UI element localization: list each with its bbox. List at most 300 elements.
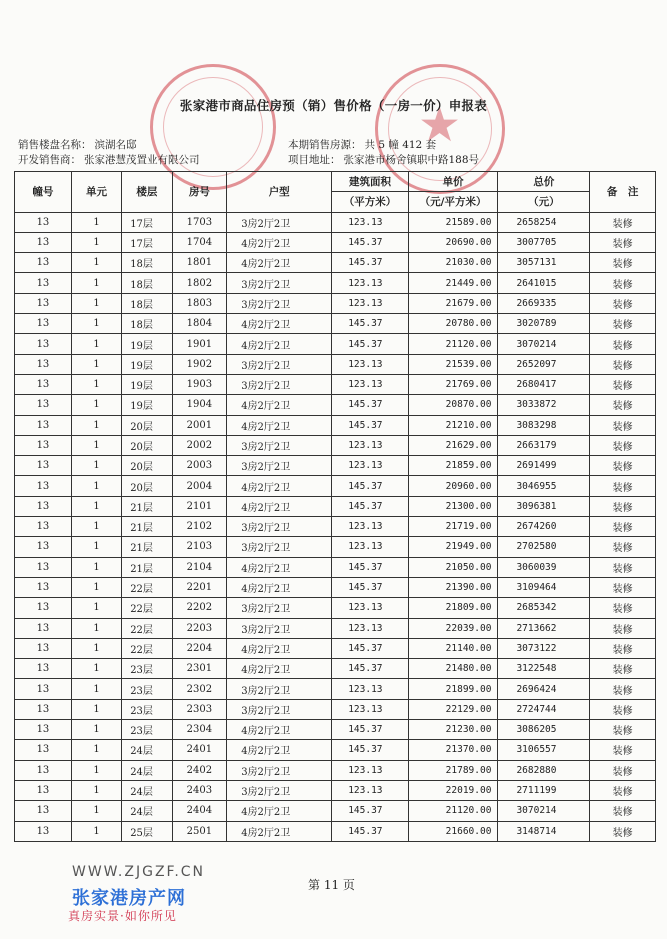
developer-label: 开发销售商： [18, 154, 81, 166]
cell-note: 装修 [590, 577, 656, 597]
cell-floor: 25层 [122, 821, 172, 841]
cell-floor: 20层 [122, 415, 172, 435]
cell-room: 2102 [172, 517, 227, 537]
cell-area: 145.37 [332, 253, 409, 273]
cell-type: 4房2厅2卫 [227, 476, 332, 496]
cell-building: 13 [15, 557, 72, 577]
cell-price: 22129.00 [408, 699, 498, 719]
cell-room: 2304 [172, 720, 227, 740]
cell-floor: 17层 [122, 232, 172, 252]
cell-unit: 1 [71, 314, 121, 334]
cell-price: 21449.00 [408, 273, 498, 293]
project-name-value: 滨湖名邸 [94, 139, 137, 151]
cell-area: 145.37 [332, 476, 409, 496]
header-unit: 单元 [71, 172, 121, 213]
cell-unit: 1 [71, 517, 121, 537]
cell-building: 13 [15, 334, 72, 354]
cell-unit: 1 [71, 638, 121, 658]
cell-price: 21809.00 [408, 598, 498, 618]
cell-unit: 1 [71, 598, 121, 618]
cell-floor: 22层 [122, 638, 172, 658]
table-row [15, 476, 656, 496]
cell-note: 装修 [590, 415, 656, 435]
cell-unit: 1 [71, 456, 121, 476]
cell-unit: 1 [71, 334, 121, 354]
header-price-unit: （元/平方米） [408, 192, 498, 212]
cell-note: 装修 [590, 395, 656, 415]
cell-type: 3房2厅2卫 [227, 517, 332, 537]
cell-floor: 21层 [122, 557, 172, 577]
cell-area: 145.37 [332, 720, 409, 740]
cell-area: 145.37 [332, 557, 409, 577]
cell-type: 4房2厅2卫 [227, 334, 332, 354]
cell-price: 21050.00 [408, 557, 498, 577]
cell-floor: 22层 [122, 577, 172, 597]
cell-type: 3房2厅2卫 [227, 456, 332, 476]
table-row [15, 760, 656, 780]
cell-total: 2652097 [498, 354, 590, 374]
cell-total: 3070214 [498, 334, 590, 354]
project-address-value: 张家港市杨舍镇职中路188号 [343, 154, 480, 166]
cell-room: 2201 [172, 577, 227, 597]
cell-price: 21210.00 [408, 415, 498, 435]
cell-note: 装修 [590, 476, 656, 496]
cell-type: 4房2厅2卫 [227, 577, 332, 597]
header-area: 建筑面积 [332, 172, 409, 192]
cell-building: 13 [15, 740, 72, 760]
cell-price: 20780.00 [408, 314, 498, 334]
cell-note: 装修 [590, 638, 656, 658]
table-row [15, 598, 656, 618]
cell-total: 3007705 [498, 232, 590, 252]
cell-total: 3020789 [498, 314, 590, 334]
cell-room: 2302 [172, 679, 227, 699]
cell-total: 2713662 [498, 618, 590, 638]
cell-building: 13 [15, 354, 72, 374]
header-floor: 楼层 [122, 172, 172, 213]
table-row [15, 659, 656, 679]
cell-type: 4房2厅2卫 [227, 659, 332, 679]
cell-note: 装修 [590, 659, 656, 679]
cell-building: 13 [15, 801, 72, 821]
cell-total: 2641015 [498, 273, 590, 293]
sale-source-value: 共 5 幢 412 套 [364, 139, 437, 151]
cell-floor: 22层 [122, 618, 172, 638]
cell-type: 4房2厅2卫 [227, 801, 332, 821]
cell-total: 2669335 [498, 293, 590, 313]
cell-building: 13 [15, 821, 72, 841]
table-row [15, 577, 656, 597]
cell-area: 145.37 [332, 232, 409, 252]
cell-building: 13 [15, 273, 72, 293]
cell-room: 2002 [172, 435, 227, 455]
cell-building: 13 [15, 456, 72, 476]
cell-unit: 1 [71, 760, 121, 780]
cell-unit: 1 [71, 232, 121, 252]
cell-price: 21370.00 [408, 740, 498, 760]
cell-total: 2696424 [498, 679, 590, 699]
cell-room: 2404 [172, 801, 227, 821]
cell-building: 13 [15, 395, 72, 415]
cell-total: 3046955 [498, 476, 590, 496]
cell-unit: 1 [71, 801, 121, 821]
table-row [15, 638, 656, 658]
cell-total: 2685342 [498, 598, 590, 618]
cell-room: 2403 [172, 780, 227, 800]
table-row [15, 537, 656, 557]
cell-note: 装修 [590, 273, 656, 293]
table-row [15, 679, 656, 699]
site-slogan: 真房实景·如你所见 [68, 909, 177, 923]
cell-area: 123.13 [332, 435, 409, 455]
cell-area: 145.37 [332, 496, 409, 516]
cell-price: 20960.00 [408, 476, 498, 496]
table-row [15, 517, 656, 537]
cell-unit: 1 [71, 537, 121, 557]
cell-price: 21899.00 [408, 679, 498, 699]
table-row [15, 740, 656, 760]
cell-type: 3房2厅2卫 [227, 679, 332, 699]
cell-floor: 19层 [122, 334, 172, 354]
cell-room: 2303 [172, 699, 227, 719]
cell-building: 13 [15, 212, 72, 232]
cell-price: 21480.00 [408, 659, 498, 679]
cell-area: 145.37 [332, 577, 409, 597]
cell-floor: 19层 [122, 374, 172, 394]
table-row [15, 435, 656, 455]
cell-area: 145.37 [332, 659, 409, 679]
cell-area: 123.13 [332, 354, 409, 374]
cell-unit: 1 [71, 821, 121, 841]
cell-area: 123.13 [332, 212, 409, 232]
header-total-unit: （元） [498, 192, 590, 212]
cell-type: 4房2厅2卫 [227, 395, 332, 415]
cell-room: 2301 [172, 659, 227, 679]
cell-note: 装修 [590, 293, 656, 313]
cell-room: 1802 [172, 273, 227, 293]
table-row [15, 232, 656, 252]
cell-total: 2691499 [498, 456, 590, 476]
cell-price: 21629.00 [408, 435, 498, 455]
cell-unit: 1 [71, 435, 121, 455]
cell-floor: 24层 [122, 801, 172, 821]
table-row [15, 293, 656, 313]
cell-price: 21789.00 [408, 760, 498, 780]
cell-building: 13 [15, 577, 72, 597]
cell-floor: 24层 [122, 760, 172, 780]
cell-note: 装修 [590, 374, 656, 394]
cell-price: 21140.00 [408, 638, 498, 658]
cell-area: 145.37 [332, 740, 409, 760]
header-room: 房号 [172, 172, 227, 213]
cell-note: 装修 [590, 334, 656, 354]
cell-area: 123.13 [332, 760, 409, 780]
cell-floor: 24层 [122, 740, 172, 760]
cell-price: 22039.00 [408, 618, 498, 638]
cell-price: 21679.00 [408, 293, 498, 313]
cell-building: 13 [15, 415, 72, 435]
cell-type: 3房2厅2卫 [227, 699, 332, 719]
cell-room: 1902 [172, 354, 227, 374]
cell-room: 2103 [172, 537, 227, 557]
cell-unit: 1 [71, 780, 121, 800]
cell-room: 2101 [172, 496, 227, 516]
project-name-label: 销售楼盘名称： [18, 139, 92, 151]
cell-area: 123.13 [332, 293, 409, 313]
cell-area: 123.13 [332, 618, 409, 638]
cell-building: 13 [15, 659, 72, 679]
cell-building: 13 [15, 760, 72, 780]
cell-building: 13 [15, 618, 72, 638]
cell-building: 13 [15, 720, 72, 740]
cell-type: 4房2厅2卫 [227, 496, 332, 516]
cell-note: 装修 [590, 557, 656, 577]
cell-type: 3房2厅2卫 [227, 435, 332, 455]
cell-floor: 17层 [122, 212, 172, 232]
cell-floor: 20层 [122, 456, 172, 476]
cell-total: 3122548 [498, 659, 590, 679]
cell-note: 装修 [590, 679, 656, 699]
cell-area: 145.37 [332, 638, 409, 658]
cell-type: 3房2厅2卫 [227, 354, 332, 374]
cell-area: 145.37 [332, 415, 409, 435]
table-row [15, 273, 656, 293]
cell-price: 21120.00 [408, 801, 498, 821]
cell-room: 1903 [172, 374, 227, 394]
cell-building: 13 [15, 314, 72, 334]
cell-note: 装修 [590, 618, 656, 638]
cell-room: 2402 [172, 760, 227, 780]
cell-type: 3房2厅2卫 [227, 598, 332, 618]
cell-building: 13 [15, 699, 72, 719]
cell-room: 1901 [172, 334, 227, 354]
cell-room: 2104 [172, 557, 227, 577]
star-icon: ★ [418, 97, 462, 153]
cell-room: 1703 [172, 212, 227, 232]
cell-note: 装修 [590, 354, 656, 374]
cell-room: 1904 [172, 395, 227, 415]
table-row [15, 374, 656, 394]
cell-floor: 23层 [122, 659, 172, 679]
site-url: WWW.ZJGZF.CN [72, 864, 206, 880]
cell-total: 3109464 [498, 577, 590, 597]
cell-total: 3073122 [498, 638, 590, 658]
cell-total: 3083298 [498, 415, 590, 435]
cell-floor: 20层 [122, 435, 172, 455]
header-total: 总价 [498, 172, 590, 192]
cell-floor: 23层 [122, 699, 172, 719]
cell-type: 3房2厅2卫 [227, 780, 332, 800]
cell-area: 145.37 [332, 334, 409, 354]
table-row [15, 456, 656, 476]
price-table [14, 171, 656, 842]
cell-room: 1801 [172, 253, 227, 273]
cell-total: 2658254 [498, 212, 590, 232]
cell-unit: 1 [71, 374, 121, 394]
table-row [15, 496, 656, 516]
cell-floor: 21层 [122, 496, 172, 516]
cell-type: 3房2厅2卫 [227, 212, 332, 232]
cell-note: 装修 [590, 780, 656, 800]
cell-total: 3106557 [498, 740, 590, 760]
cell-total: 3086205 [498, 720, 590, 740]
cell-building: 13 [15, 780, 72, 800]
header-area-unit: （平方米） [332, 192, 409, 212]
cell-unit: 1 [71, 354, 121, 374]
cell-unit: 1 [71, 557, 121, 577]
table-row [15, 395, 656, 415]
table-row [15, 699, 656, 719]
cell-area: 145.37 [332, 801, 409, 821]
cell-area: 123.13 [332, 273, 409, 293]
cell-total: 3070214 [498, 801, 590, 821]
cell-building: 13 [15, 537, 72, 557]
cell-price: 22019.00 [408, 780, 498, 800]
cell-area: 123.13 [332, 537, 409, 557]
cell-note: 装修 [590, 517, 656, 537]
cell-unit: 1 [71, 699, 121, 719]
cell-room: 1803 [172, 293, 227, 313]
sale-source [288, 137, 436, 152]
cell-floor: 18层 [122, 314, 172, 334]
cell-note: 装修 [590, 760, 656, 780]
cell-building: 13 [15, 598, 72, 618]
cell-price: 21030.00 [408, 253, 498, 273]
cell-total: 3033872 [498, 395, 590, 415]
cell-building: 13 [15, 293, 72, 313]
cell-price: 21949.00 [408, 537, 498, 557]
cell-total: 2663179 [498, 435, 590, 455]
cell-floor: 23层 [122, 679, 172, 699]
cell-total: 3148714 [498, 821, 590, 841]
cell-type: 4房2厅2卫 [227, 821, 332, 841]
cell-floor: 21层 [122, 517, 172, 537]
cell-area: 123.13 [332, 598, 409, 618]
cell-area: 145.37 [332, 821, 409, 841]
cell-type: 4房2厅2卫 [227, 415, 332, 435]
cell-unit: 1 [71, 273, 121, 293]
cell-type: 3房2厅2卫 [227, 273, 332, 293]
cell-building: 13 [15, 517, 72, 537]
cell-note: 装修 [590, 212, 656, 232]
cell-area: 145.37 [332, 395, 409, 415]
header-note: 备 注 [590, 172, 656, 213]
project-address-label: 项目地址： [288, 154, 341, 166]
cell-floor: 23层 [122, 720, 172, 740]
cell-type: 4房2厅2卫 [227, 314, 332, 334]
cell-floor: 19层 [122, 354, 172, 374]
document-title: 张家港市商品住房预（销）售价格（一房一价）申报表 [179, 98, 488, 113]
cell-price: 21390.00 [408, 577, 498, 597]
cell-price: 20870.00 [408, 395, 498, 415]
cell-unit: 1 [71, 577, 121, 597]
cell-price: 21589.00 [408, 212, 498, 232]
cell-floor: 18层 [122, 253, 172, 273]
cell-total: 3096381 [498, 496, 590, 516]
cell-type: 4房2厅2卫 [227, 557, 332, 577]
cell-floor: 20层 [122, 476, 172, 496]
table-row [15, 801, 656, 821]
cell-total: 2680417 [498, 374, 590, 394]
cell-total: 2682880 [498, 760, 590, 780]
cell-unit: 1 [71, 618, 121, 638]
cell-note: 装修 [590, 435, 656, 455]
cell-room: 2202 [172, 598, 227, 618]
cell-room: 2401 [172, 740, 227, 760]
cell-total: 3057131 [498, 253, 590, 273]
cell-building: 13 [15, 638, 72, 658]
table-row [15, 415, 656, 435]
cell-total: 2702580 [498, 537, 590, 557]
cell-price: 21769.00 [408, 374, 498, 394]
cell-price: 20690.00 [408, 232, 498, 252]
project-name [18, 137, 137, 152]
sale-source-label: 本期销售房源： [288, 139, 362, 151]
cell-unit: 1 [71, 679, 121, 699]
cell-floor: 18层 [122, 293, 172, 313]
cell-type: 4房2厅2卫 [227, 253, 332, 273]
table-row [15, 253, 656, 273]
table-row [15, 334, 656, 354]
cell-room: 1704 [172, 232, 227, 252]
header-type: 户型 [227, 172, 332, 213]
cell-area: 123.13 [332, 374, 409, 394]
cell-type: 3房2厅2卫 [227, 293, 332, 313]
table-row [15, 557, 656, 577]
cell-room: 1804 [172, 314, 227, 334]
developer-value: 张家港慧茂置业有限公司 [84, 154, 200, 166]
table-row [15, 720, 656, 740]
cell-type: 3房2厅2卫 [227, 618, 332, 638]
cell-room: 2001 [172, 415, 227, 435]
cell-unit: 1 [71, 476, 121, 496]
cell-building: 13 [15, 232, 72, 252]
cell-note: 装修 [590, 253, 656, 273]
header-building: 幢号 [15, 172, 72, 213]
cell-note: 装修 [590, 496, 656, 516]
cell-unit: 1 [71, 253, 121, 273]
cell-floor: 21层 [122, 537, 172, 557]
table-row [15, 780, 656, 800]
cell-room: 2501 [172, 821, 227, 841]
cell-total: 2711199 [498, 780, 590, 800]
cell-price: 21120.00 [408, 334, 498, 354]
cell-area: 123.13 [332, 456, 409, 476]
cell-total: 2724744 [498, 699, 590, 719]
cell-price: 21719.00 [408, 517, 498, 537]
cell-floor: 22层 [122, 598, 172, 618]
cell-area: 123.13 [332, 780, 409, 800]
cell-note: 装修 [590, 537, 656, 557]
cell-area: 145.37 [332, 314, 409, 334]
cell-room: 2003 [172, 456, 227, 476]
cell-note: 装修 [590, 314, 656, 334]
cell-note: 装修 [590, 821, 656, 841]
header-price: 单价 [408, 172, 498, 192]
cell-building: 13 [15, 253, 72, 273]
cell-unit: 1 [71, 212, 121, 232]
cell-price: 21230.00 [408, 720, 498, 740]
cell-area: 123.13 [332, 517, 409, 537]
cell-note: 装修 [590, 232, 656, 252]
cell-unit: 1 [71, 740, 121, 760]
cell-unit: 1 [71, 659, 121, 679]
page-number: 第 11 页 [308, 878, 355, 892]
cell-note: 装修 [590, 801, 656, 821]
cell-type: 3房2厅2卫 [227, 760, 332, 780]
cell-total: 2674260 [498, 517, 590, 537]
cell-room: 2004 [172, 476, 227, 496]
